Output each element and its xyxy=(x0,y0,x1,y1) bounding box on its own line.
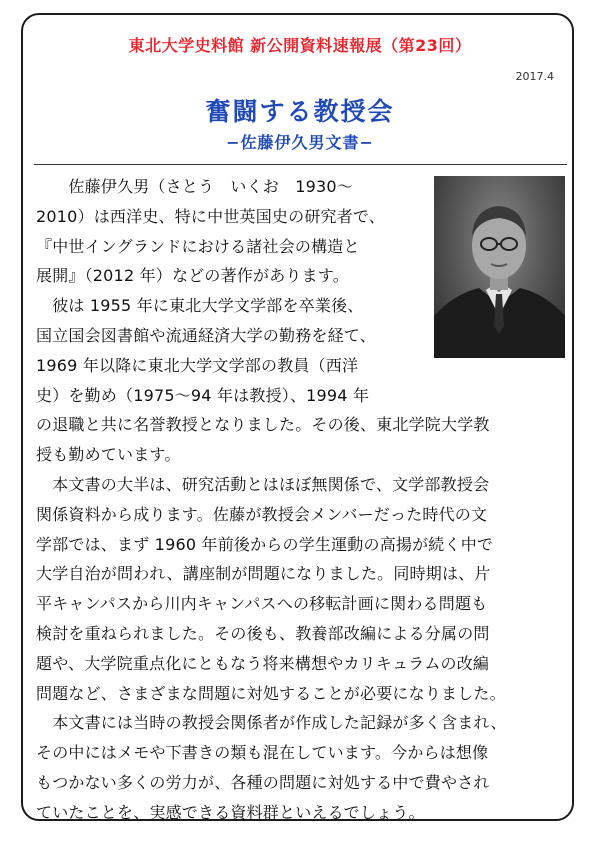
body-line: 1969 年以降に東北大学文学部の教員（西洋 xyxy=(36,355,359,375)
body-line: 展開』（2012 年）などの著作があります。 xyxy=(36,266,349,286)
body-line: 学部では、まず 1960 年前後からの学生運動の高揚が続く中で xyxy=(36,534,494,554)
body-line: 授も勤めています。 xyxy=(36,445,181,465)
body-line: 2010）は西洋史、特に中世英国史の研究者で、 xyxy=(36,206,385,226)
body-line: 題や、大学院重点化にともなう将来構想やカリキュラムの改編 xyxy=(36,653,490,673)
exhibition-header: 東北大学史料館 新公開資料速報展（第23回） xyxy=(128,36,472,55)
body-line: ていたことを、実感できる資料群といえるでしょう。 xyxy=(36,802,425,822)
body-line: 佐藤伊久男（さとう いくお 1930〜 xyxy=(36,177,353,196)
body-line: 平キャンパスから川内キャンパスへの移転計画に関わる問題も xyxy=(36,594,488,614)
body-line: の退職と共に名誉教授となりました。その後、東北学院大学教 xyxy=(36,415,490,435)
body-line: 検討を重ねられました。その後も、教養部改編による分属の問 xyxy=(36,624,490,643)
body-line: 関係資料から成ります。佐藤が教授会メンバーだった時代の文 xyxy=(36,504,488,524)
body-line: 『中世イングランドにおける諸社会の構造と xyxy=(36,236,360,256)
body-line: 国立国会図書館や流通経済大学の勤務を経て、 xyxy=(36,326,376,345)
body-line: 問題など、さまざまな問題に対処することが必要になりました。 xyxy=(36,683,506,703)
body-line: その中にはメモや下書きの類も混在しています。今からは想像 xyxy=(36,743,489,763)
body-line: 彼は 1955 年に東北大学文学部を卒業後、 xyxy=(36,296,364,316)
body-line: もつかない多くの労力が、各種の問題に対処する中で費やされ xyxy=(36,773,490,792)
body-line: 史）を勤め（1975〜94 年は教授）、1994 年 xyxy=(36,385,370,405)
page-title: 奮闘する教授会 xyxy=(205,97,395,126)
issue-date: 2017.4 xyxy=(515,70,554,83)
body-line: 本文書の大半は、研究活動とはほぼ無関係で、文学部教授会 xyxy=(36,475,490,494)
page-subtitle: −佐藤伊久男文書− xyxy=(226,133,374,152)
body-line: 大学自治が問われ、講座制が問題になりました。同時期は、片 xyxy=(36,564,491,584)
body-line: 本文書には当時の教授会関係者が作成した記録が多く含まれ、 xyxy=(36,713,507,733)
